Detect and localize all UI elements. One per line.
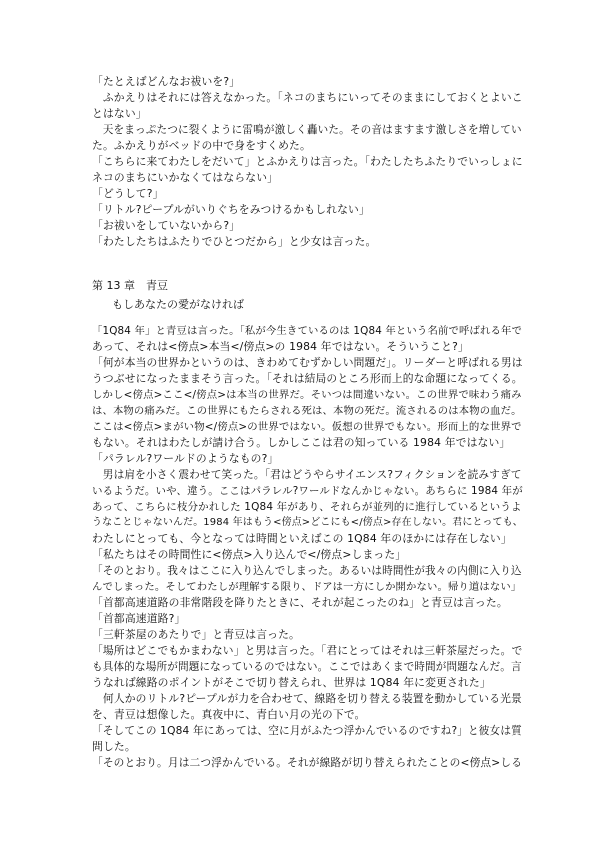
text-line: 「そのとおり。月は二つ浮かんでいる。それが線路が切り替えられたことの<傍点>しる [92,756,523,769]
text-line: とはない」 [92,107,147,120]
text-line: もない。それはわたしが請け合う。しかしここは君の知っている 1984 年ではない」 [92,436,511,449]
text-line: た。ふかえりがベッドの中で身をすくめた。 [92,139,311,152]
text-line: 「お祓いをしていないから?」 [92,219,241,232]
text-line: んでしまった。そしてわたしが理解する限り、ドアは一方にしか開かない。帰り道はない」 [92,581,522,593]
text-line: しかし<傍点>ここ</傍点>は本当の世界だ。そいつは間違いない。この世界で味わう痛み [92,389,522,401]
text-line: ネコのまちにいかなくてはならない」 [92,171,279,184]
text-line: うなれば線路のポイントがそこで切り替えられ、世界は 1Q84 年に変更された」 [92,676,491,689]
text-line: 問した。 [92,740,136,753]
text-line: 「首都高速道路?」 [92,612,186,625]
text-line: 「首都高速道路の非常階段を降りたときに、それが起こったのね」と青豆は言った。 [92,596,508,609]
text-line: 「1Q84 年」と青豆は言った。「私が今生きているのは 1Q84 年という名前で呼ばれる年で [92,325,523,337]
text-line: も具体的な場所が問題になっているのではない。ここではあくまで時間が問題なんだ。言 [92,661,522,673]
text-line: を、青豆は想像した。真夜中に、青白い月の光の下で。 [92,708,366,721]
chapter-title: 第 13 章 青豆 [92,279,168,292]
text-line: 「何が本当の世界かというのは、きわめてむずかしい問題だ」。リーダーと呼ばれる男は [92,356,523,369]
text-line: 男は肩を小さく震わせて笑った。「君はどうやらサイエンス?フィクションを読みすぎて [92,468,522,481]
text-line: 「どうして?」 [92,187,164,200]
text-line: 天をまっぷたつに裂くように雷鳴が激しく轟いた。その音はますます激しさを増してい [92,124,522,136]
text-line: 「そしてこの 1Q84 年にあっては、空に月がふたつ浮かんでいるのですね?」と彼女は質 [92,724,522,737]
text-line: は、本物の痛みだ。この世界にもたらされる死は、本物の死だ。流されるのは本物の血だ。 [92,405,522,417]
text-line: 「三軒茶屋のあたりで」と青豆は言った。 [92,628,300,641]
text-line: 「わたしたちはふたりでひとつだから」と少女は言った。 [92,235,377,248]
text-line: いるようだ。いや、違う。ここはパラレル?ワールドなんかじゃない。あちらに 1984 年が [92,485,523,497]
text-line: 何人かのリトル?ピープルが力を合わせて、線路を切り替える装置を動かしている光景 [92,692,522,705]
text-line: うなことじゃないんだ。1984 年はもう<傍点>どこにも</傍点>存在しない。君にとっても、 [92,517,523,528]
chapter-body-text [92,323,522,771]
text-line: あって、こちらに枝分かれした 1Q84 年があり、それらが並列的に進行しているというよ [92,501,522,513]
previous-chapter-text [92,74,522,250]
text-line: 「たとえばどんなお祓いを?」 [92,75,241,88]
text-line: 「場所はどこでもかまわない」と男は言った。「君にとってはそれは三軒茶屋だった。で [92,644,523,657]
text-line: 「私たちはその時間性に<傍点>入り込んで</傍点>しまった」 [92,548,407,561]
text-line: うつぶせになったままそう言った。「それは結局のところ形而上的な命題になってくる。 [92,372,523,385]
text-line: 「パラレル?ワールドのようなもの?」 [92,452,279,465]
text-line: わたしにとっても、今となっては時間といえばこの 1Q84 年のほかには存在しない」 [92,532,512,545]
text-line: 「こちらに来てわたしをだいて」とふかえりは言った。「わたしたちふたりでいっしょに [92,155,523,168]
chapter-subtitle: もしあなたの愛がなければ [112,298,244,311]
text-line: ふかえりはそれには答えなかった。「ネコのまちにいってそのままにしておくとよいこ [92,91,523,104]
text-line: 「そのとおり。我々はここに入り込んでしまった。あるいは時間性が我々の内側に入り込 [92,565,522,577]
text-line: ここは<傍点>まがい物</傍点>の世界ではない。仮想の世界でもない。形而上的な世界で [92,421,522,433]
text-line: あって、それは<傍点>本当</傍点>の 1984 年ではない。そういうこと?」 [92,340,469,353]
text-line: 「リトル?ピープルがいりぐちをみつけるかもしれない」 [92,203,370,216]
